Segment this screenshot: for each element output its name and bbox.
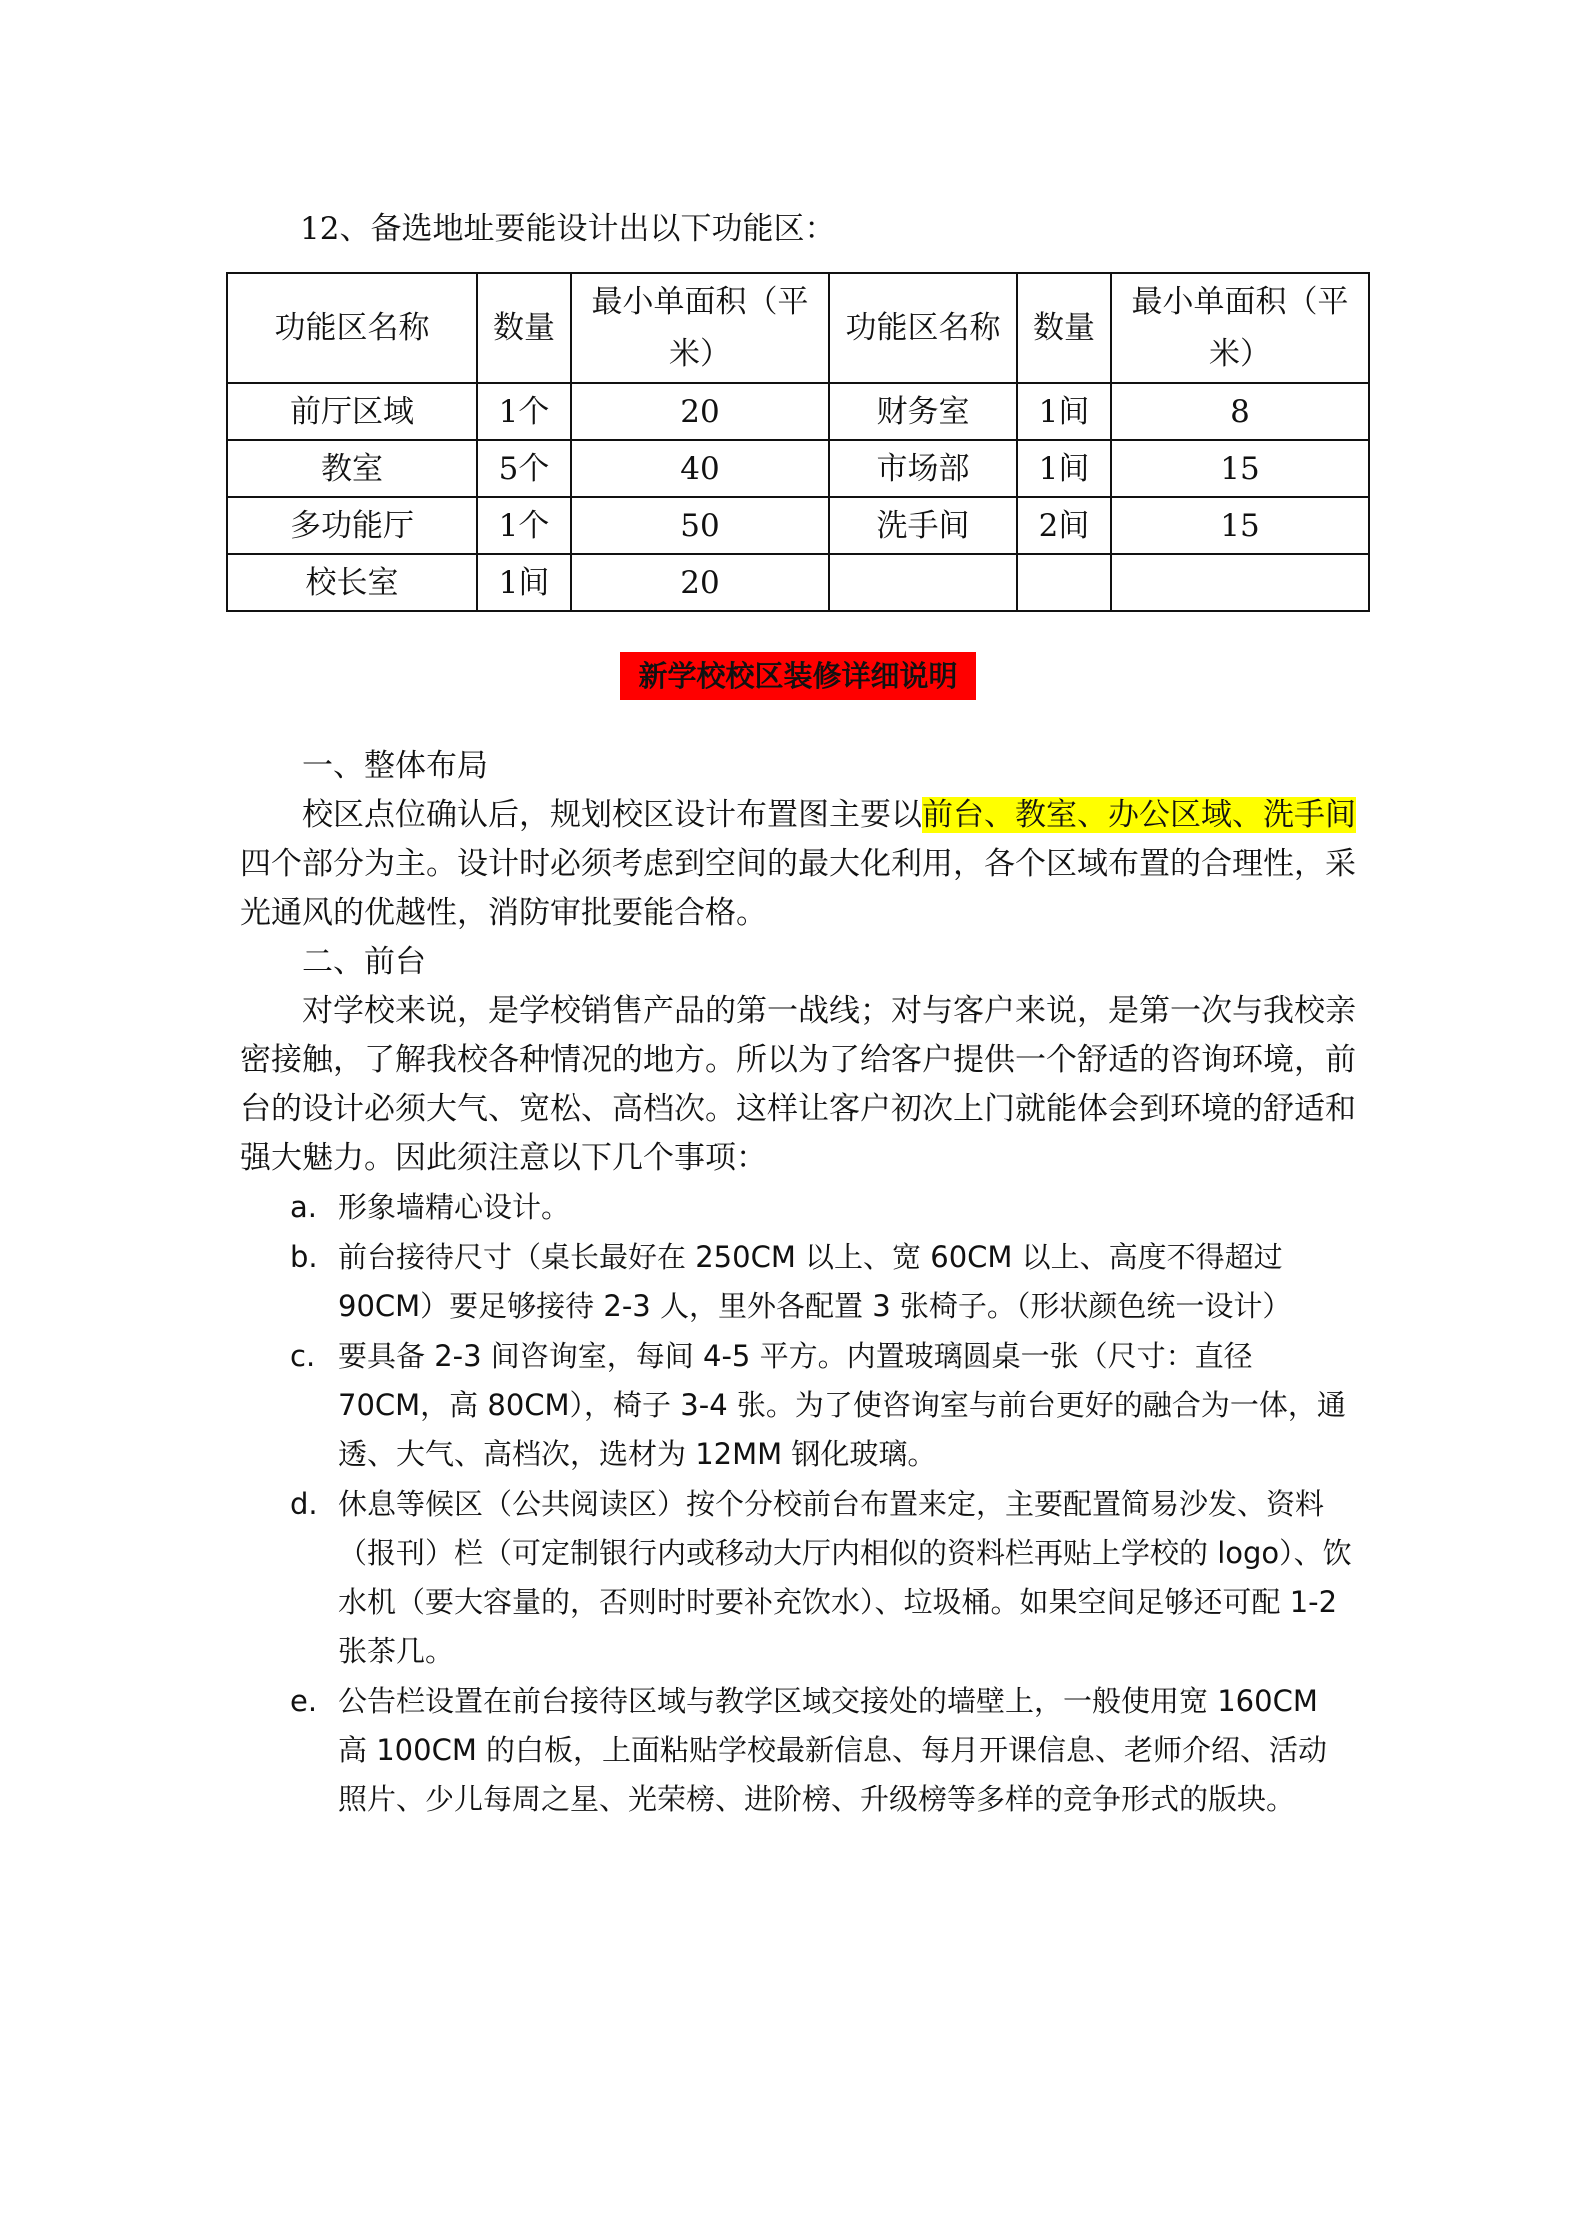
table-cell: 2间 — [1017, 497, 1111, 554]
table-row — [227, 497, 1369, 554]
list-marker: d. — [290, 1487, 318, 1521]
function-area-table — [226, 272, 1370, 612]
layout-paragraph-start: 校区点位确认后，规划校区设计布置图主要以 — [302, 797, 922, 833]
list-item-text: 公告栏设置在前台接待区域与教学区域交接处的墙壁上，一般使用宽 160CM 高 100CM 的白板，上面粘贴学校最新信息、每月开课信息、老师介绍、活动照片、少儿每周之星、光荣榜、进阶榜、升级榜等多样的竞争形式的版块。 — [338, 1684, 1328, 1816]
list-item-text: 要具备 2-3 间咨询室，每间 4-5 平方。内置玻璃圆桌一张（尺寸：直径 70CM，高 80CM），椅子 3-4 张。为了使咨询室与前台更好的融合为一体，通透、大气、高档次，选材为 12MM 钢化玻璃。 — [338, 1339, 1346, 1471]
table-cell: 15 — [1111, 497, 1369, 554]
table-cell — [829, 554, 1017, 611]
table-row — [227, 383, 1369, 440]
section-heading-12: 12、备选地址要能设计出以下功能区： — [300, 211, 836, 247]
list-marker: e. — [290, 1684, 318, 1718]
list-item — [240, 1183, 1356, 1232]
table-header-cell: 最小单面积（平米） — [1111, 273, 1369, 383]
list-item-text: 休息等候区（公共阅读区）按个分校前台布置来定，主要配置简易沙发、资料（报刊）栏（可定制银行内或移动大厅内相似的资料栏再贴上学校的 logo）、饮水机（要大容量的，否则时时要补充饮水）、垃圾桶。如果空间足够还可配 1-2 张茶几。 — [338, 1487, 1352, 1668]
table-cell: 洗手间 — [829, 497, 1017, 554]
table-header-cell: 数量 — [477, 273, 571, 383]
table-cell: 校长室 — [227, 554, 477, 611]
table-header-cell: 数量 — [1017, 273, 1111, 383]
list-item — [240, 1233, 1356, 1331]
table-cell: 20 — [571, 383, 829, 440]
list-item — [240, 1677, 1356, 1824]
document-title: 新学校校区装修详细说明 — [620, 652, 976, 700]
list-marker: c. — [290, 1339, 316, 1373]
table-cell: 多功能厅 — [227, 497, 477, 554]
table-cell: 8 — [1111, 383, 1369, 440]
list-item — [240, 1480, 1356, 1676]
reception-item-list — [240, 1183, 1356, 1824]
layout-paragraph — [240, 791, 1356, 938]
table-cell: 1个 — [477, 497, 571, 554]
table-cell: 1个 — [477, 383, 571, 440]
table-header-cell: 最小单面积（平米） — [571, 273, 829, 383]
list-marker: a. — [290, 1190, 317, 1224]
table-cell: 20 — [571, 554, 829, 611]
table-cell: 教室 — [227, 440, 477, 497]
list-item — [240, 1332, 1356, 1479]
table-cell: 市场部 — [829, 440, 1017, 497]
section-heading-layout: 一、整体布局 — [302, 748, 488, 784]
table-cell: 1间 — [1017, 440, 1111, 497]
table-cell: 40 — [571, 440, 829, 497]
table-cell: 1间 — [477, 554, 571, 611]
list-marker: b. — [290, 1240, 318, 1274]
table-cell: 1间 — [1017, 383, 1111, 440]
list-item-text: 前台接待尺寸（桌长最好在 250CM 以上、宽 60CM 以上、高度不得超过 90CM）要足够接待 2-3 人，里外各配置 3 张椅子。（形状颜色统一设计） — [338, 1240, 1292, 1323]
highlighted-text: 前台、教室、办公区域、洗手间 — [922, 797, 1356, 833]
table-header-cell: 功能区名称 — [227, 273, 477, 383]
reception-paragraph: 对学校来说，是学校销售产品的第一战线；对与客户来说，是第一次与我校亲密接触，了解我校各种情况的地方。所以为了给客户提供一个舒适的咨询环境，前台的设计必须大气、宽松、高档次。这样让客户初次上门就能体会到环境的舒适和强大魅力。因此须注意以下几个事项： — [240, 993, 1356, 1176]
table-cell: 前厅区域 — [227, 383, 477, 440]
table-cell: 15 — [1111, 440, 1369, 497]
document-body — [240, 742, 1356, 1825]
section-heading-reception: 二、前台 — [302, 944, 426, 980]
table-cell: 50 — [571, 497, 829, 554]
table-row — [227, 440, 1369, 497]
table-row — [227, 554, 1369, 611]
table-cell — [1017, 554, 1111, 611]
list-item-text: 形象墙精心设计。 — [338, 1190, 571, 1224]
table-cell — [1111, 554, 1369, 611]
table-header-row — [227, 273, 1369, 383]
table-cell: 财务室 — [829, 383, 1017, 440]
table-header-cell: 功能区名称 — [829, 273, 1017, 383]
table-cell: 5个 — [477, 440, 571, 497]
layout-paragraph-end: 四个部分为主。设计时必须考虑到空间的最大化利用，各个区域布置的合理性，采光通风的优越性，消防审批要能合格。 — [240, 846, 1356, 931]
